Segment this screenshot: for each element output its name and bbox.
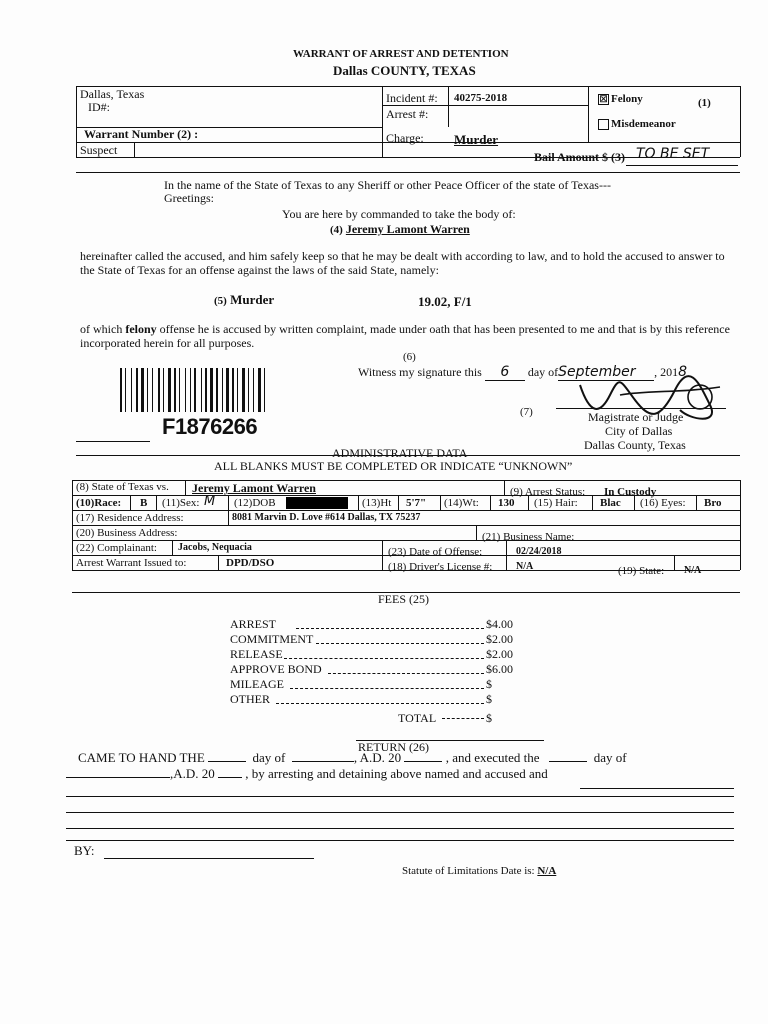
note-1: (1) (698, 97, 711, 109)
arrest-number-label: Arrest #: (386, 107, 429, 121)
felony-checkbox: ☒ (599, 93, 608, 104)
drivers-license-value: N/A (516, 561, 534, 572)
witness-line: Witness my signature this 6 day ofSeptember , 2018 (358, 364, 688, 380)
height-label: (13)Ht (362, 497, 392, 509)
misdemeanor-checkbox (598, 119, 609, 130)
fee-row: APPROVE BOND $6.00 (230, 662, 513, 676)
warrant-number-label: Warrant Number (2) : (84, 127, 199, 141)
business-name-label: (21) Business Name: (482, 531, 575, 543)
document-title: WARRANT OF ARREST AND DETENTION (293, 48, 509, 60)
incident-number: 40275-2018 (454, 92, 508, 104)
greeting-line: In the name of the State of Texas to any Sheriff or other Peace Officer of the state of Texas--- (164, 178, 611, 192)
fee-row: ARREST $4.00 (230, 617, 513, 631)
eyes-value: Bro (704, 497, 722, 509)
sex-label: (11)Sex: (162, 497, 200, 509)
by-label: BY: (74, 843, 95, 858)
fee-leader (328, 673, 484, 674)
race-label: (10)Race: (76, 497, 122, 509)
eyes-label: (16) Eyes: (640, 497, 686, 509)
witness-day: 6 (485, 364, 525, 381)
sex-value: M (204, 494, 216, 509)
accused-paragraph: hereinafter called the accused, and him safely keep so that he may be dealt with according to law, and to hold the accused to answer to the State of Texas for an offense against the laws of the said State, namely: (80, 249, 725, 277)
fee-row: COMMITMENT $2.00 (230, 632, 513, 646)
offense-name: Murder (230, 292, 275, 307)
fees-total: TOTAL $ (398, 711, 492, 725)
arrest-status-value: In Custody (604, 486, 657, 498)
fees-title: FEES (25) (378, 592, 429, 606)
incident-label: Incident #: (386, 91, 438, 105)
residence-value: 8081 Marvin D. Love #614 Dallas, TX 75237 (232, 512, 421, 523)
witness-year-digit: 8 (678, 364, 688, 380)
return-line-1: CAME TO HAND THE day of , A.D. 20 , and executed the day of (78, 750, 627, 765)
offense-date-label: (23) Date of Offense: (388, 546, 483, 558)
accused-name: Jeremy Lamont Warren (345, 222, 470, 236)
complainant-label: (22) Complainant: (76, 542, 157, 554)
hair-label: (15) Hair: (534, 497, 578, 509)
statute-code: 19.02, F/1 (418, 294, 472, 309)
return-line-2: ,A.D. 20 , by arresting and detaining above named and accused and (66, 766, 548, 782)
charge-value: Murder (454, 132, 499, 147)
barcode-number: F1876266 (162, 414, 258, 439)
height-value: 5'7" (406, 497, 427, 509)
fee-row: OTHER $ (230, 692, 492, 706)
dallas-county: Dallas County, Texas (584, 438, 686, 452)
witness-month: September (558, 364, 654, 381)
bail-amount-label: Bail Amount $ (3) (534, 150, 626, 164)
weight-value: 130 (498, 497, 515, 509)
dob-label: (12)DOB (234, 497, 276, 509)
misdemeanor-option: Misdemeanor (598, 118, 676, 130)
arrest-status-label: (9) Arrest Status: (510, 486, 586, 498)
race-value: B (140, 497, 148, 509)
statute-of-limitations: Statute of Limitations Date is: N/A (402, 865, 557, 877)
admin-subtitle: ALL BLANKS MUST BE COMPLETED OR INDICATE “UNKNOWN” (214, 459, 573, 473)
magistrate-title: Magistrate or Judge (588, 410, 684, 424)
barcode-graphic (118, 368, 298, 420)
admin-title: ADMINISTRATIVE DATA (332, 446, 468, 460)
dl-state-value: N/A (684, 565, 702, 576)
fee-leader (296, 628, 484, 629)
suspect-label: Suspect (80, 143, 118, 157)
state-vs-label: (8) State of Texas vs. (76, 481, 169, 493)
complaint-paragraph: of which felony offense he is accused by written complaint, made under oath that has been presented to me and that is by this reference incorporated herein for all purposes. (80, 322, 730, 350)
charge-label: Charge: (386, 131, 424, 145)
drivers-license-label: (18) Driver's License #: (388, 561, 493, 573)
city-of-dallas: City of Dallas (605, 424, 673, 438)
id-label: ID#: (88, 100, 110, 114)
commanded-text: You are here by commanded to take the body of: (282, 207, 516, 221)
fee-leader (284, 658, 484, 659)
weight-label: (14)Wt: (444, 497, 479, 509)
bail-amount-value: TO BE SET (636, 146, 710, 162)
witness-number: (6) (403, 351, 416, 363)
greetings: Greetings: (164, 191, 214, 205)
hair-value: Blac (600, 497, 621, 509)
issued-to-value: DPD/DSO (226, 557, 275, 569)
fee-leader (290, 688, 484, 689)
statute-of-limitations-value: N/A (537, 865, 557, 877)
county-heading: Dallas COUNTY, TEXAS (333, 63, 476, 78)
city-label: Dallas, Texas (80, 87, 145, 101)
accused-name-line: (4) Jeremy Lamont Warren (330, 222, 470, 236)
state-vs-value: Jeremy Lamont Warren (192, 481, 316, 495)
issued-to-label: Arrest Warrant Issued to: (76, 557, 187, 569)
offense-date-value: 02/24/2018 (516, 546, 562, 557)
residence-label: (17) Residence Address: (76, 512, 184, 524)
offense-line: (5) Murder (214, 292, 275, 307)
business-address-label: (20) Business Address: (76, 527, 178, 539)
fee-leader (276, 703, 484, 704)
fee-leader (316, 643, 484, 644)
fees-list (230, 617, 610, 707)
dob-redacted (286, 497, 348, 509)
complainant-value: Jacobs, Nequacia (178, 542, 252, 553)
signature-number: (7) (520, 406, 533, 418)
fee-row: RELEASE $2.00 (230, 647, 513, 661)
dl-state-label: (19) State: (618, 565, 665, 577)
felony-option: ☒ Felony (599, 93, 643, 105)
barcode (118, 368, 298, 420)
fee-row: MILEAGE $ (230, 677, 492, 691)
fee-leader (442, 718, 484, 719)
return-title: RETURN (26) (358, 740, 429, 754)
